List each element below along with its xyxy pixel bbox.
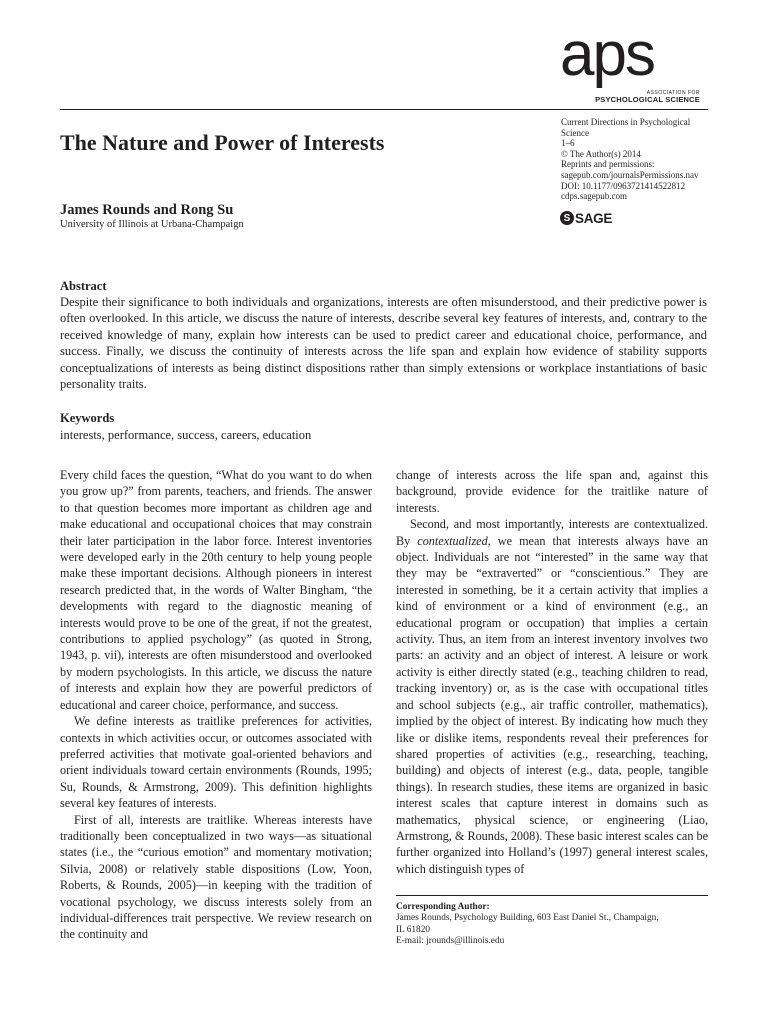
corresponding-author xyxy=(396,902,708,948)
author-affiliation: University of Illinois at Urbana-Champaign xyxy=(60,219,244,230)
corresponding-email: E-mail: jrounds@illinois.edu xyxy=(396,936,505,947)
paragraph: We define interests as traitlike preferences for activities, contexts in which activities occur, or outcomes associated with preferred activities that motivate goal-oriented behaviors and orient individuals toward certain environments (Rounds, 1995; Su, Rounds, & Armstrong, 2009). This definition highlights several key features of interests. xyxy=(60,714,372,811)
meta-line-journal-cont: Science xyxy=(561,127,589,138)
corresponding-heading: Corresponding Author: xyxy=(396,902,490,912)
paragraph xyxy=(396,516,708,877)
body-column-right xyxy=(396,467,708,877)
meta-line-permissions-url: sagepub.com/journalsPermissions.nav xyxy=(561,169,699,180)
meta-line-copyright: © The Author(s) 2014 xyxy=(561,148,641,159)
logo-wordmark: aps xyxy=(560,20,654,89)
body-column-left xyxy=(60,467,372,943)
corresponding-address-cont: IL 61820 xyxy=(396,924,430,935)
paragraph-rest: , we mean that interests always have an object. Individuals are not “interested” in the same way that they may be “extraverted” or “conscientious.” They are interested in something, be it a certain activity that implies a kind of environment or a kind of environment (e.g., an educational program or occupation) that implies a certain activity. Thus, an item from an interest inventory involves two parts: an activity and an object of interest. A leisure or work activity is either directly stated (e.g., teaching children to read, tracking inventory) or, as is the case with occupational titles and school subjects (e.g., air traffic controller, mathematics), implied by the object of interest. By indicating how much they like or dislike items, respondents reveal their preferences for shared properties of activities (e.g., researching, teaching, building) and objects of interest (e.g., data, people, tangible things). In research studies, these items are organized in basic interest scales that capture interest in domains such as mathematics, physical science, or engineering (Liao, Armstrong, & Rounds, 2008). These basic interest scales can be further organized into Holland’s (1997) general interest scales, which distinguish types of xyxy=(396,533,708,876)
meta-line-doi: DOI: 10.1177/0963721414522812 xyxy=(561,180,686,191)
paragraph: First of all, interests are traitlike. Whereas interests have traditionally been conceptualized in two ways—as situational states (i.e., the “curious emotion” and momentary motivation; Silvia, 2008) or relatively stable dispositions (Low, Yoon, Roberts, & Rounds, 2005)—in keeping with the tradition of vocational psychology, we discuss interests solely from an individual-differences trait perspective. We review research on the continuity and xyxy=(60,812,372,942)
abstract-text: Despite their significance to both individuals and organizations, interests are often misunderstood, and their predictive power is often overlooked. In this article, we discuss the nature of interests, describe several key features of interests, and, contrary to the received knowledge of many, explain how interests can be used to predict career and educational choice, performance, and success. Finally, we discuss the continuity of interests across the life span and explain how evidence of stability supports conceptualizations of interests as being distinct dispositions rather than simply extensions or workplace instantiations of basic personality traits. xyxy=(60,295,707,392)
corresponding-address: James Rounds, Psychology Building, 603 East Daniel St., Champaign, xyxy=(396,913,659,924)
sage-mark-icon: S xyxy=(560,211,574,225)
logo-subtitle-line2: PSYCHOLOGICAL SCIENCE xyxy=(595,95,700,104)
meta-line-journal: Current Directions in Psychological xyxy=(561,117,691,127)
paragraph-lead: Second, and most importantly, interests are contextualized. By xyxy=(396,517,708,548)
abstract-heading: Abstract xyxy=(60,279,107,293)
emphasis-term: contextualized xyxy=(417,533,488,548)
keywords-heading: Keywords xyxy=(60,411,115,425)
header-rule xyxy=(60,109,708,110)
footnote-rule xyxy=(396,895,708,896)
meta-line-pages: 1–6 xyxy=(561,138,575,149)
meta-line-reprints: Reprints and permissions: xyxy=(561,159,655,170)
sage-wordmark: SAGE xyxy=(575,210,613,226)
aps-logo xyxy=(560,20,700,104)
paragraph: change of interests across the life span and, against this background, provide evidence for the traitlike nature of interests. xyxy=(396,468,708,515)
meta-line-journal-url: cdps.sagepub.com xyxy=(561,191,627,202)
logo-subtitle-line1: ASSOCIATION FOR xyxy=(646,90,700,96)
journal-meta xyxy=(561,117,721,202)
sage-logo xyxy=(560,210,612,226)
article-title: The Nature and Power of Interests xyxy=(60,130,385,155)
author-names: James Rounds and Rong Su xyxy=(60,202,234,218)
paragraph: Every child faces the question, “What do you want to do when you grow up?” from parents, teachers, and friends. The answer to that question becomes more important as children age and make educational and occupational choices that may constrain their later participation in the labor force. Interest inventories were developed early in the 20th century to help young people make these important decisions. Although pioneers in interest research predicted that, in the words of Walter Bingham, “the developments with regard to the diagnostic meaning of interests would prove to be one of the great, if not the greatest, contributions to applied psychology” (as quoted in Strong, 1943, p. vii), interests are often misunderstood and overlooked by modern psychologists. In this article, we discuss the nature of interests and explain how they are powerful predictors of educational and career choice, performance, and success. xyxy=(60,468,372,712)
keywords-text: interests, performance, success, careers, education xyxy=(60,428,312,442)
